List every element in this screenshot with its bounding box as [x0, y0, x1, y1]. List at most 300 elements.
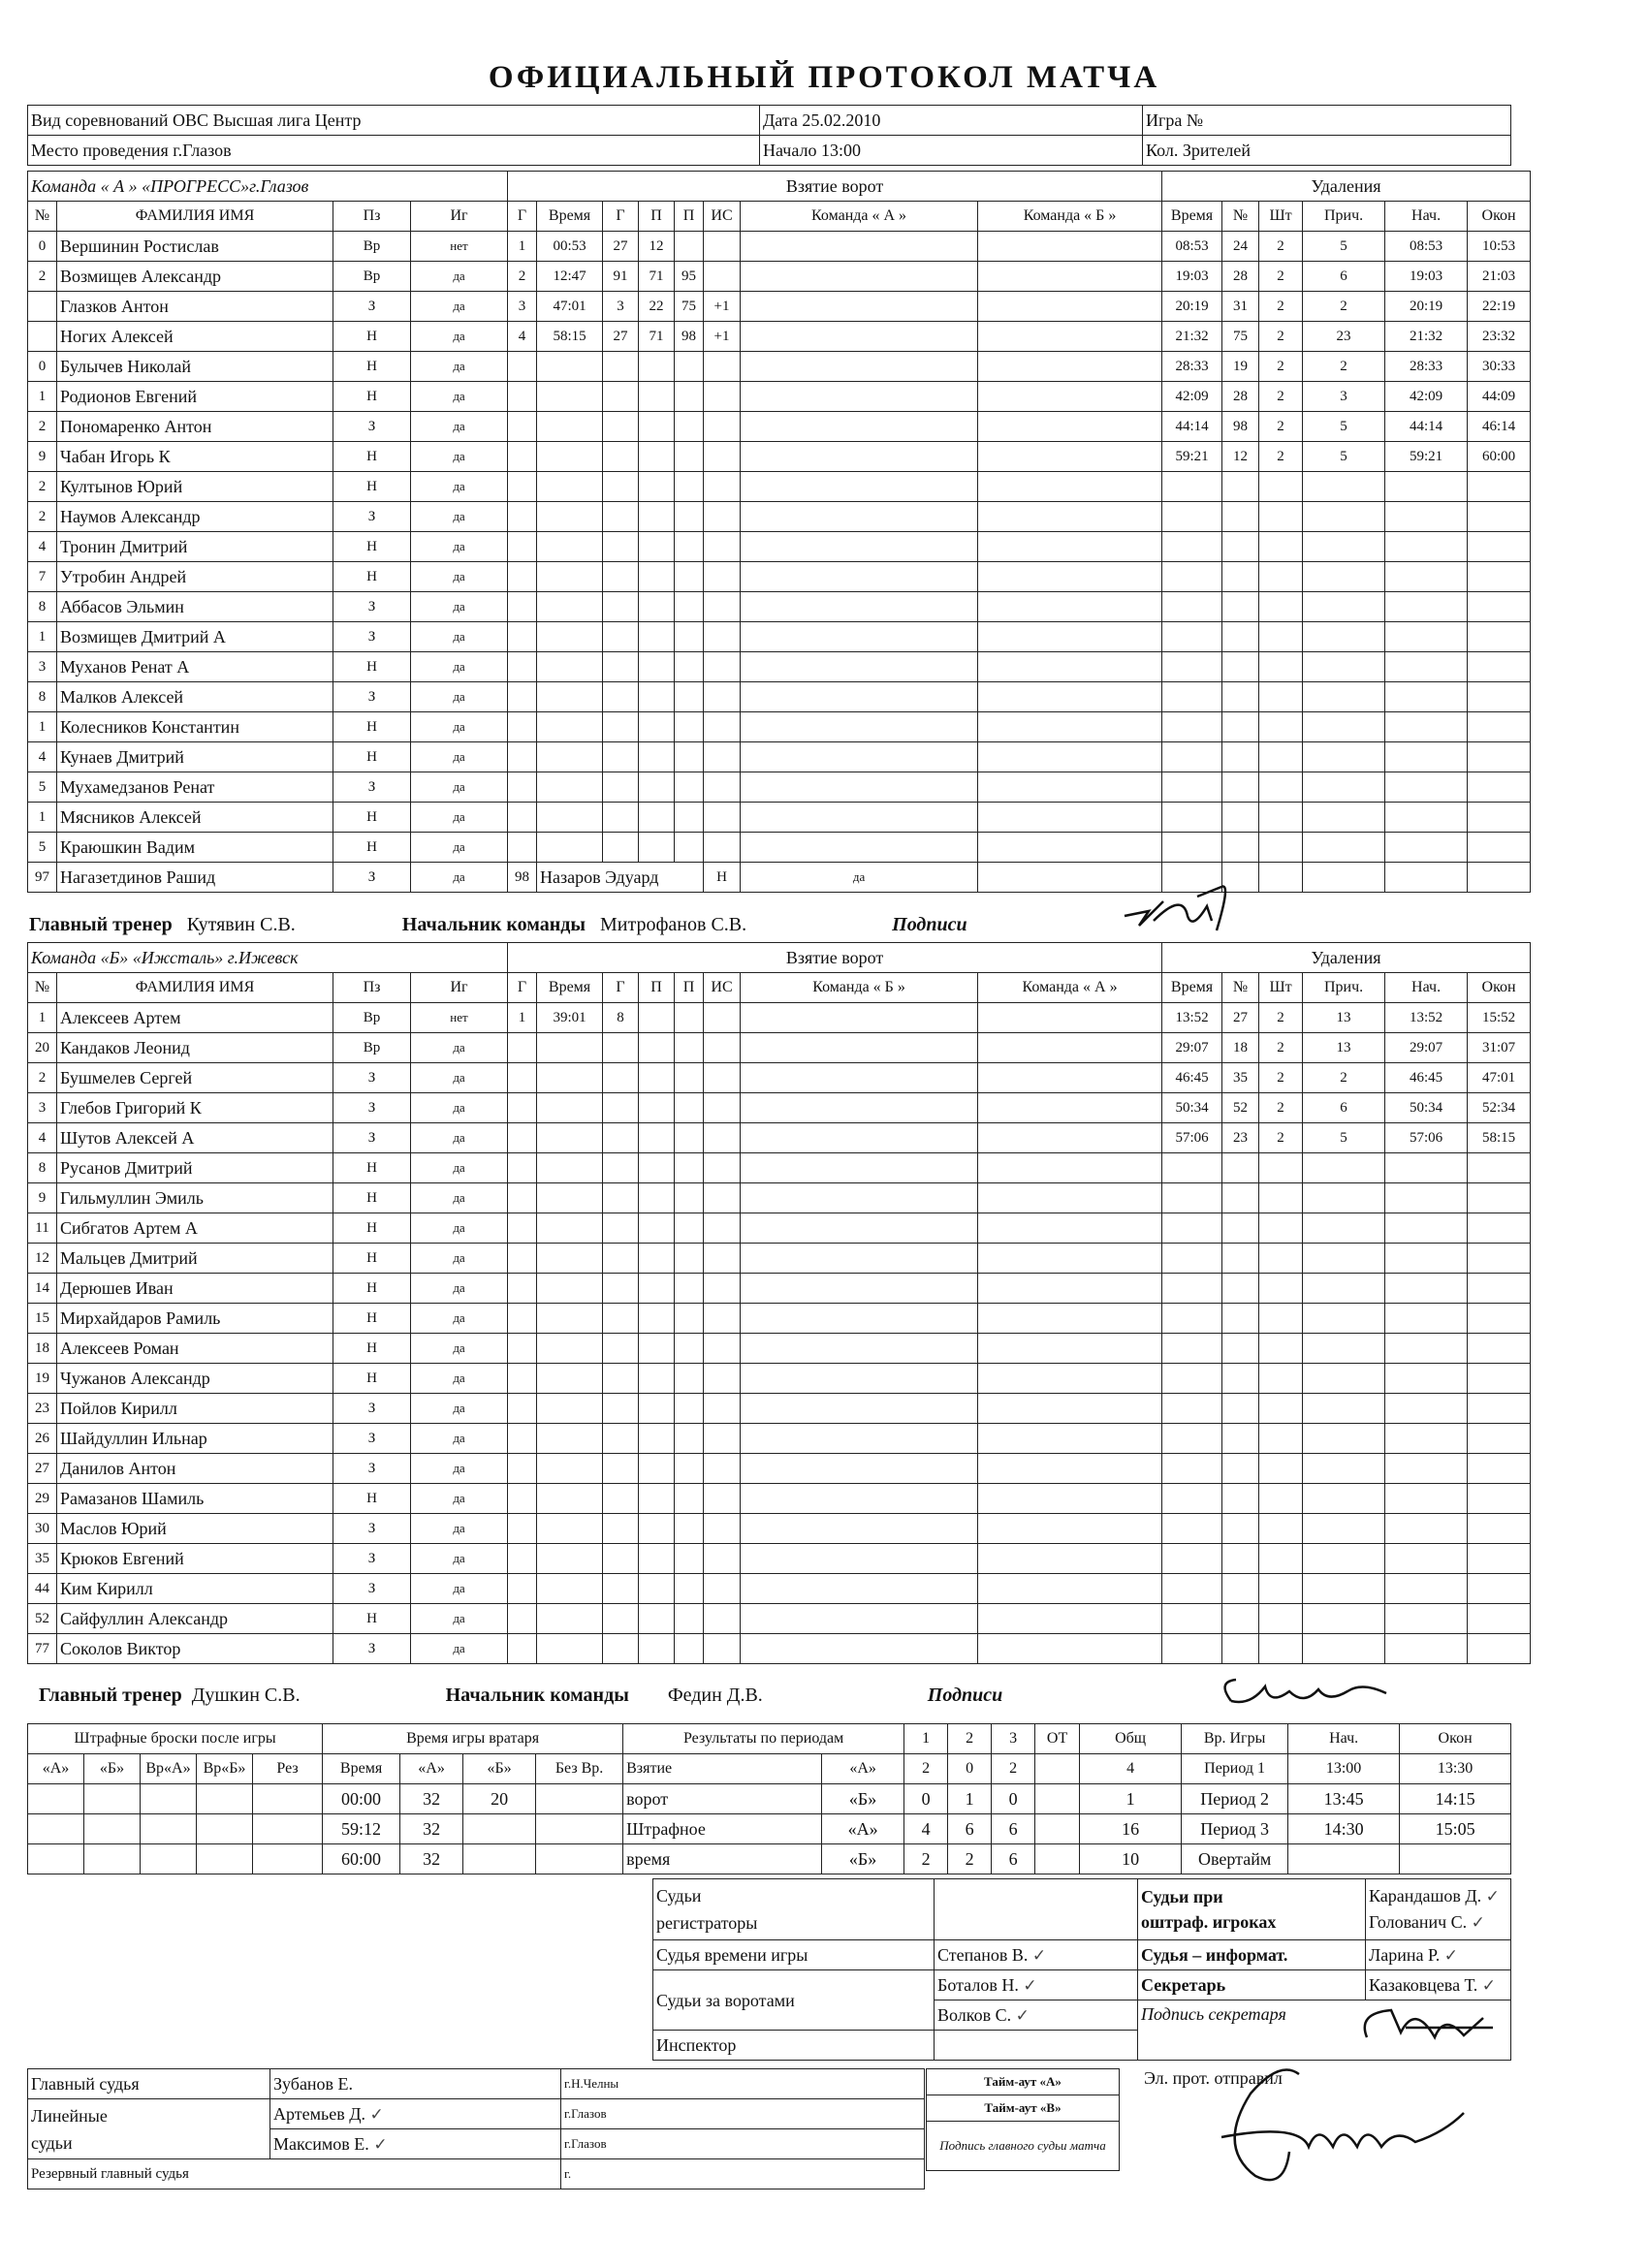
goal-assist-1: [639, 592, 675, 622]
penalty-time: [1162, 712, 1222, 742]
player-row: [28, 1153, 1531, 1183]
referees-block: [27, 2068, 925, 2189]
player-name: Сайфуллин Александр: [57, 1604, 333, 1634]
team-a-coach: Кутявин С.В.: [186, 914, 296, 935]
player-played: да: [411, 1274, 508, 1304]
goal-assist-1: [639, 532, 675, 562]
penalty-reason: [1303, 1394, 1385, 1424]
player-played: да: [411, 322, 508, 352]
player-position: Н: [333, 1153, 411, 1183]
penalty-start: [1385, 1544, 1468, 1574]
goal-team-a: [741, 1063, 978, 1093]
goal-assist-2: [675, 1003, 704, 1033]
penalty-reason: [1303, 712, 1385, 742]
player-row: [28, 1274, 1531, 1304]
penalty-start: 13:52: [1385, 1003, 1468, 1033]
penalty-player: [1222, 1334, 1259, 1364]
goal-scorer: [603, 742, 639, 772]
player-number: 7: [28, 562, 57, 592]
score-cell: 2: [904, 1754, 948, 1784]
goal-judge-1-name: Боталов Н.: [937, 1974, 1019, 1995]
goal-team-a: [741, 1574, 978, 1604]
col-pz: Пз: [333, 202, 411, 232]
goal-team-a: [741, 1274, 978, 1304]
col-time: Время: [537, 202, 603, 232]
info-judge-label: Судья – информат.: [1138, 1940, 1366, 1970]
player-row: [28, 382, 1531, 412]
penalty-reason: [1303, 472, 1385, 502]
goal-number: [508, 1123, 537, 1153]
team-b-title: Команда «Б» «Ижсталь» г.Ижевск: [28, 943, 508, 973]
player-number: 1: [28, 622, 57, 652]
goal-team-b: [978, 1604, 1162, 1634]
penalty-time: [1162, 1424, 1222, 1454]
goal-team-b: [978, 1274, 1162, 1304]
linesman-2: [270, 2129, 561, 2159]
player-played: нет: [411, 1003, 508, 1033]
player-played: да: [411, 863, 508, 893]
goal-assist-1: [639, 412, 675, 442]
penalty-start: 19:03: [1385, 262, 1468, 292]
goal-assist-2: [675, 352, 704, 382]
goal-time: [537, 1334, 603, 1364]
penalty-end: 22:19: [1468, 292, 1531, 322]
penalty-reason: [1303, 1514, 1385, 1544]
player-row: [28, 1394, 1531, 1424]
goal-situation: [704, 502, 741, 532]
player-name: Возмищев Дмитрий А: [57, 622, 333, 652]
goal-time: 58:15: [537, 322, 603, 352]
score-cell: [1035, 1784, 1080, 1814]
goal-team-b: [978, 1484, 1162, 1514]
player-position: Н: [333, 352, 411, 382]
penalty-minutes: [1259, 1394, 1303, 1424]
goal-situation: [704, 1484, 741, 1514]
goal-time: [537, 742, 603, 772]
goal-assist-2: [675, 592, 704, 622]
signatures-label: Подписи: [892, 914, 967, 935]
penalty-end: [1468, 1394, 1531, 1424]
player-row: [28, 1484, 1531, 1514]
team-b-staff: [39, 1685, 1002, 1707]
goal-time: [537, 532, 603, 562]
goal-number: 3: [508, 292, 537, 322]
player-name: Колесников Константин: [57, 712, 333, 742]
penalty-time: 13:52: [1162, 1003, 1222, 1033]
player-number: 19: [28, 1364, 57, 1394]
goal-situation: [704, 1063, 741, 1093]
penalty-start: [1385, 712, 1468, 742]
player-name: Тронин Дмитрий: [57, 532, 333, 562]
penalty-reason: [1303, 1604, 1385, 1634]
extra-player-number: 98: [508, 863, 537, 893]
player-played: да: [411, 592, 508, 622]
penalty-start: [1385, 1394, 1468, 1424]
goal-judge-1: [935, 1970, 1138, 2000]
goal-situation: [704, 472, 741, 502]
player-number: 5: [28, 772, 57, 803]
player-row: [28, 1514, 1531, 1544]
penalty-time: [1162, 502, 1222, 532]
goal-team-a: [741, 742, 978, 772]
row-team: «А»: [822, 1814, 904, 1844]
goal-situation: [704, 1394, 741, 1424]
goal-number: [508, 622, 537, 652]
goal-time: [537, 772, 603, 803]
player-played: да: [411, 622, 508, 652]
goal-assist-1: [639, 1574, 675, 1604]
player-name: Муханов Ренат А: [57, 652, 333, 682]
penalty-start: [1385, 682, 1468, 712]
goal-scorer: [603, 562, 639, 592]
check-mark: ✓: [1471, 1913, 1485, 1932]
player-name: Мирхайдаров Рамиль: [57, 1304, 333, 1334]
penalty-player: [1222, 532, 1259, 562]
penalty-reason: [1303, 652, 1385, 682]
col-g2: Г: [603, 202, 639, 232]
penalty-end: [1468, 1454, 1531, 1484]
penalty-player: [1222, 682, 1259, 712]
gk-b: [463, 1814, 536, 1844]
goal-team-a: [741, 1244, 978, 1274]
penalty-time: [1162, 532, 1222, 562]
goal-team-a: [741, 622, 978, 652]
player-row: [28, 562, 1531, 592]
goal-time: [537, 712, 603, 742]
penalty-minutes: [1259, 562, 1303, 592]
penalty-time: 46:45: [1162, 1063, 1222, 1093]
penalty-start: [1385, 1244, 1468, 1274]
team-b-goals-label: Взятие ворот: [508, 943, 1162, 973]
goal-number: [508, 652, 537, 682]
goal-assist-2: [675, 1213, 704, 1244]
player-played: да: [411, 1334, 508, 1364]
goal-situation: [704, 352, 741, 382]
goal-number: [508, 1454, 537, 1484]
player-played: да: [411, 502, 508, 532]
goal-situation: [704, 1003, 741, 1033]
player-name: Краюшкин Вадим: [57, 833, 333, 863]
penalty-player: 24: [1222, 232, 1259, 262]
gk-a: 32: [400, 1814, 463, 1844]
player-number: 23: [28, 1394, 57, 1424]
player-played: да: [411, 1063, 508, 1093]
goal-team-b: [978, 562, 1162, 592]
goal-assist-2: [675, 652, 704, 682]
goal-situation: [704, 1334, 741, 1364]
penalty-minutes: [1259, 622, 1303, 652]
goal-scorer: [603, 442, 639, 472]
penalty-minutes: [1259, 803, 1303, 833]
period-time-end: [1400, 1844, 1511, 1874]
goal-time: [537, 1604, 603, 1634]
player-played: да: [411, 1394, 508, 1424]
player-position: З: [333, 1424, 411, 1454]
player-name: Шайдуллин Ильнар: [57, 1424, 333, 1454]
player-row: [28, 532, 1531, 562]
player-row: [28, 1213, 1531, 1244]
penalty-minutes: [1259, 1634, 1303, 1664]
player-number: 12: [28, 1244, 57, 1274]
goal-assist-2: [675, 742, 704, 772]
player-position: З: [333, 863, 411, 893]
competition: Вид соревнований ОВС Высшая лига Центр: [28, 106, 760, 136]
team-a-goals-label: Взятие ворот: [508, 172, 1162, 202]
goal-situation: +1: [704, 322, 741, 352]
penalty-minutes: [1259, 1274, 1303, 1304]
penalty-end: [1468, 1484, 1531, 1514]
goal-team-b: [978, 382, 1162, 412]
goal-assist-1: 71: [639, 262, 675, 292]
goal-team-b: [978, 412, 1162, 442]
penalty-time: [1162, 562, 1222, 592]
penalty-minutes: 2: [1259, 1093, 1303, 1123]
player-name: Глазков Антон: [57, 292, 333, 322]
goal-situation: [704, 1604, 741, 1634]
score-cell: 4: [1080, 1754, 1182, 1784]
player-name: Шутов Алексей А: [57, 1123, 333, 1153]
penalty-start: [1385, 742, 1468, 772]
goal-assist-2: [675, 1634, 704, 1664]
goal-scorer: [603, 472, 639, 502]
goal-assist-2: [675, 1604, 704, 1634]
goal-team-a: [741, 1213, 978, 1244]
penalty-minutes: 2: [1259, 442, 1303, 472]
player-position: Н: [333, 803, 411, 833]
goal-assist-1: [639, 1634, 675, 1664]
penalty-reason: [1303, 1544, 1385, 1574]
goal-time: [537, 622, 603, 652]
goal-situation: [704, 742, 741, 772]
player-row: [28, 1183, 1531, 1213]
player-row: [28, 863, 1531, 893]
player-number: [28, 322, 57, 352]
goal-scorer: [603, 1183, 639, 1213]
goal-situation: [704, 622, 741, 652]
penalty-end: 21:03: [1468, 262, 1531, 292]
period-time-start: 13:00: [1288, 1754, 1400, 1784]
goal-number: [508, 682, 537, 712]
penalty-time: [1162, 1394, 1222, 1424]
reg-judges-label: [653, 1879, 935, 1940]
penalty-time: [1162, 1454, 1222, 1484]
timekeeper: [935, 1940, 1138, 1970]
goal-assist-1: [639, 1213, 675, 1244]
col-pen-reason: Прич.: [1303, 202, 1385, 232]
header-block: [27, 105, 1511, 166]
gk-empty: [536, 1784, 623, 1814]
penalty-player: [1222, 1183, 1259, 1213]
goal-number: [508, 1574, 537, 1604]
period-time-col-game: Вр. Игры: [1182, 1724, 1288, 1754]
penalty-end: [1468, 592, 1531, 622]
penalty-start: [1385, 1274, 1468, 1304]
player-played: да: [411, 352, 508, 382]
penalty-reason: [1303, 1304, 1385, 1334]
goal-time: [537, 472, 603, 502]
goal-team-b: [978, 232, 1162, 262]
penalty-minutes: 2: [1259, 1123, 1303, 1153]
info-judge: [1366, 1940, 1511, 1970]
goal-time: [537, 1394, 603, 1424]
penalty-minutes: [1259, 1514, 1303, 1544]
penalty-player: 12: [1222, 442, 1259, 472]
goal-team-b: [978, 1063, 1162, 1093]
goal-situation: [704, 1123, 741, 1153]
goal-assist-1: [639, 1364, 675, 1394]
goal-number: [508, 502, 537, 532]
player-position: Н: [333, 1244, 411, 1274]
period-time-end: 14:15: [1400, 1784, 1511, 1814]
player-number: 0: [28, 352, 57, 382]
player-played: да: [411, 1514, 508, 1544]
penalty-time: 44:14: [1162, 412, 1222, 442]
penalty-reason: 13: [1303, 1003, 1385, 1033]
penalty-reason: [1303, 1424, 1385, 1454]
player-name: Булычев Николай: [57, 352, 333, 382]
goal-judge-2: [935, 2000, 1138, 2031]
score-cell: [1035, 1844, 1080, 1874]
goal-assist-1: [639, 712, 675, 742]
player-name: Мальцев Дмитрий: [57, 1244, 333, 1274]
goal-team-a: [741, 1003, 978, 1033]
goal-team-b: [978, 1304, 1162, 1334]
goal-time: [537, 1514, 603, 1544]
penalty-end: [1468, 562, 1531, 592]
goal-team-b: [978, 1033, 1162, 1063]
goal-team-a: [741, 803, 978, 833]
secretary-name: Казаковцева Т.: [1369, 1974, 1478, 1995]
penalty-player: [1222, 803, 1259, 833]
penalty-end: [1468, 1183, 1531, 1213]
goal-situation: [704, 412, 741, 442]
player-position: Н: [333, 742, 411, 772]
col-team-b: Команда « Б »: [741, 973, 978, 1003]
goal-time: [537, 1183, 603, 1213]
penalty-end: [1468, 772, 1531, 803]
extra-player-position: Н: [704, 863, 741, 893]
goal-assist-2: [675, 1514, 704, 1544]
penalty-minutes: 2: [1259, 1033, 1303, 1063]
gk-col-empty: Без Вр.: [536, 1754, 623, 1784]
goal-number: 1: [508, 232, 537, 262]
goal-situation: [704, 1153, 741, 1183]
goal-situation: [704, 532, 741, 562]
extra-player-played: да: [741, 863, 978, 893]
penalty-end: [1468, 1213, 1531, 1244]
col-name: ФАМИЛИЯ ИМЯ: [57, 202, 333, 232]
goal-time: [537, 803, 603, 833]
player-name: Мухамедзанов Ренат: [57, 772, 333, 803]
score-cell: 1: [1080, 1784, 1182, 1814]
goal-scorer: [603, 1213, 639, 1244]
penalty-start: 28:33: [1385, 352, 1468, 382]
penalty-player: 35: [1222, 1063, 1259, 1093]
player-played: да: [411, 1544, 508, 1574]
goal-assist-1: [639, 803, 675, 833]
player-name: Соколов Виктор: [57, 1634, 333, 1664]
pen-label-1: Штрафное: [623, 1814, 822, 1844]
goal-assist-1: [639, 1544, 675, 1574]
col-g2: Г: [603, 973, 639, 1003]
goal-scorer: [603, 1093, 639, 1123]
penalty-end: [1468, 532, 1531, 562]
penalty-start: [1385, 622, 1468, 652]
goal-situation: [704, 1274, 741, 1304]
goal-assist-2: 98: [675, 322, 704, 352]
shootout-col-a: «А»: [28, 1754, 84, 1784]
goal-number: [508, 472, 537, 502]
player-name: Аббасов Эльмин: [57, 592, 333, 622]
goal-number: [508, 1274, 537, 1304]
player-row: [28, 1544, 1531, 1574]
player-row: [28, 742, 1531, 772]
period-col-1: 1: [904, 1724, 948, 1754]
player-played: да: [411, 1424, 508, 1454]
player-name: Кандаков Леонид: [57, 1033, 333, 1063]
goal-assist-2: [675, 1424, 704, 1454]
penalty-player: [1222, 712, 1259, 742]
goal-scorer: [603, 1574, 639, 1604]
goal-assist-2: [675, 1063, 704, 1093]
chief-referee: Зубанов Е.: [270, 2069, 561, 2099]
goal-scorer: [603, 1544, 639, 1574]
period-time-start: 13:45: [1288, 1784, 1400, 1814]
penalty-end: [1468, 1634, 1531, 1664]
penalty-end: 31:07: [1468, 1033, 1531, 1063]
chief-referee-label: Главный судья: [28, 2069, 270, 2099]
goal-team-a: [741, 1093, 978, 1123]
el-protocol-sent: Эл. прот. отправил: [1144, 2068, 1283, 2088]
gk-time: 59:12: [323, 1814, 400, 1844]
penalty-end: [1468, 833, 1531, 863]
goal-scorer: [603, 712, 639, 742]
penalty-reason: [1303, 1454, 1385, 1484]
goal-situation: [704, 232, 741, 262]
goal-number: [508, 772, 537, 803]
score-cell: 2: [904, 1844, 948, 1874]
goal-scorer: [603, 1033, 639, 1063]
goal-situation: [704, 382, 741, 412]
penalty-time: [1162, 772, 1222, 803]
goal-scorer: 27: [603, 232, 639, 262]
player-position: Н: [333, 472, 411, 502]
team-a-chief: Митрофанов С.В.: [600, 914, 747, 935]
goal-number: [508, 1304, 537, 1334]
penalty-time: [1162, 1213, 1222, 1244]
goal-assist-1: [639, 442, 675, 472]
penalty-reason: [1303, 1634, 1385, 1664]
goal-team-b: [978, 1334, 1162, 1364]
signatures-label: Подписи: [927, 1685, 1003, 1706]
player-number: 52: [28, 1604, 57, 1634]
penalty-reason: [1303, 1484, 1385, 1514]
penalty-player: [1222, 592, 1259, 622]
penalty-time: [1162, 1604, 1222, 1634]
penalty-end: [1468, 712, 1531, 742]
goal-scorer: [603, 1334, 639, 1364]
chief-referee-city: г.Н.Челны: [561, 2069, 925, 2099]
penalty-reason: 5: [1303, 1123, 1385, 1153]
goal-scorer: 91: [603, 262, 639, 292]
player-played: да: [411, 1634, 508, 1664]
penalty-reason: [1303, 1574, 1385, 1604]
goal-situation: [704, 442, 741, 472]
pen-judge-1: Карандашов Д.: [1369, 1886, 1482, 1906]
period-time-name: Период 3: [1182, 1814, 1288, 1844]
pen-judges-label-1: Судьи при: [1141, 1887, 1223, 1906]
goal-situation: [704, 1634, 741, 1664]
